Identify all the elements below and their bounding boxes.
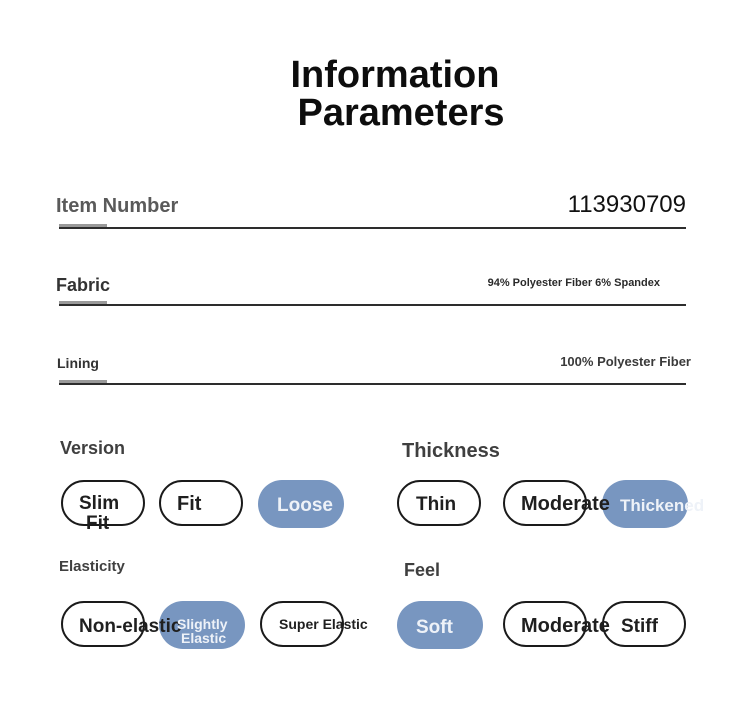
lining-label: Lining: [57, 355, 99, 371]
thickness-label: Thickness: [402, 440, 500, 462]
version-label: Version: [60, 438, 126, 458]
version-option-slim-line2: Fit: [86, 513, 110, 534]
fabric-divider: [59, 304, 686, 306]
version-option-loose-label: Loose: [277, 495, 333, 516]
elasticity-option-slightly-line1: Slightly: [177, 616, 228, 632]
item-number-divider: [59, 227, 686, 229]
feel-option-stiff-label: Stiff: [621, 616, 658, 637]
thickness-option-thin-label: Thin: [416, 494, 457, 515]
elasticity-option-slightly-line2: Elastic: [181, 630, 227, 646]
fabric-label: Fabric: [56, 275, 111, 295]
elasticity-label: Elasticity: [59, 558, 125, 575]
lining-divider: [59, 383, 686, 385]
lining-value: 100% Polyester Fiber: [560, 354, 691, 369]
feel-option-soft-label: Soft: [416, 617, 453, 638]
feel-option-moderate-label: Moderate: [521, 615, 610, 637]
thickness-option-moderate-label: Moderate: [521, 493, 610, 515]
title-line-1: Information: [290, 54, 500, 96]
version-option-fit-label: Fit: [177, 493, 202, 515]
feel-label: Feel: [404, 560, 441, 580]
item-number-label: Item Number: [56, 195, 179, 217]
item-number-value: 113930709: [567, 191, 686, 218]
thickness-option-thickened-label: Thickened: [620, 496, 705, 515]
title-line-2: Parameters: [297, 92, 505, 134]
elasticity-option-non-elastic-label: Non-elastic: [79, 616, 182, 637]
fabric-value: 94% Polyester Fiber 6% Spandex: [487, 277, 660, 289]
version-option-slim-line1: Slim: [79, 493, 120, 514]
page-title: [0, 56, 750, 132]
elasticity-option-super-elastic-label: Super Elastic: [279, 616, 368, 632]
